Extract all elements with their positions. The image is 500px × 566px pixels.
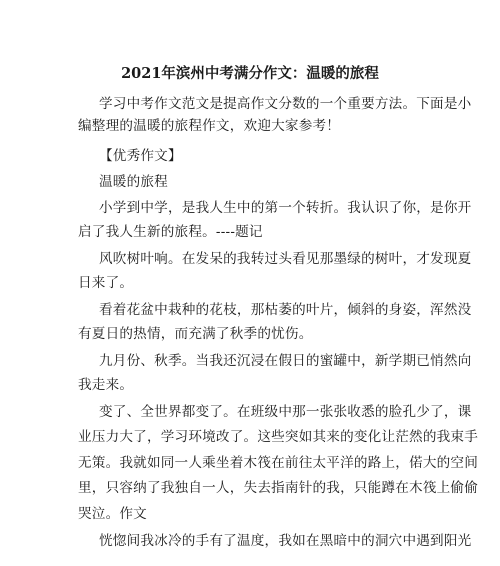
- text-line: 启了我人生新的旅程。----题记: [78, 224, 263, 240]
- text-line: 我走来。: [78, 377, 134, 393]
- text-line: 有夏日的热情，而充满了秋季的忧伤。: [78, 326, 313, 342]
- text-line: 日来了。: [78, 275, 134, 291]
- text-line: 变了、全世界都变了。在班级中那一张张收悉的脸孔少了，课: [99, 404, 472, 420]
- text-line: 哭泣。作文: [78, 506, 147, 522]
- text-line: 无策。我就如同一人乘坐着木筏在前往太平洋的路上，偌大的空间: [78, 455, 479, 471]
- section-heading: 【优秀作文】: [99, 148, 182, 164]
- text-line: 风吹树叶响。在发呆的我转过头看见那墨绿的树叶，才发现夏: [99, 251, 472, 267]
- text-line: 看着花盆中栽种的花枝，那枯萎的叶片，倾斜的身姿，浑然没: [99, 302, 472, 318]
- text-line: 里，只容纳了我独自一人，失去指南针的我，只能蹲在木筏上偷偷: [78, 480, 479, 496]
- text-line: 九月份、秋季。当我还沉浸在假日的蜜罐中，新学期已悄然向: [99, 353, 472, 369]
- text-line: 业压力大了，学习环境改了。这些突如其来的变化让茫然的我束手: [78, 429, 479, 445]
- text-line: 学习中考作文范文是提高作文分数的一个重要方法。下面是小: [99, 96, 472, 112]
- text-line: 恍惚间我冰冷的手有了温度，我如在黑暗中的洞穴中遇到阳光: [99, 533, 472, 549]
- text-line: 编整理的温暖的旅程作文，欢迎大家参考！: [78, 118, 341, 134]
- text-line: 小学到中学，是我人生中的第一个转折。我认识了你，是你开: [99, 200, 472, 216]
- document-title: 2021年滨州中考满分作文：温暖的旅程: [121, 65, 379, 82]
- essay-title: 温暖的旅程: [99, 174, 168, 190]
